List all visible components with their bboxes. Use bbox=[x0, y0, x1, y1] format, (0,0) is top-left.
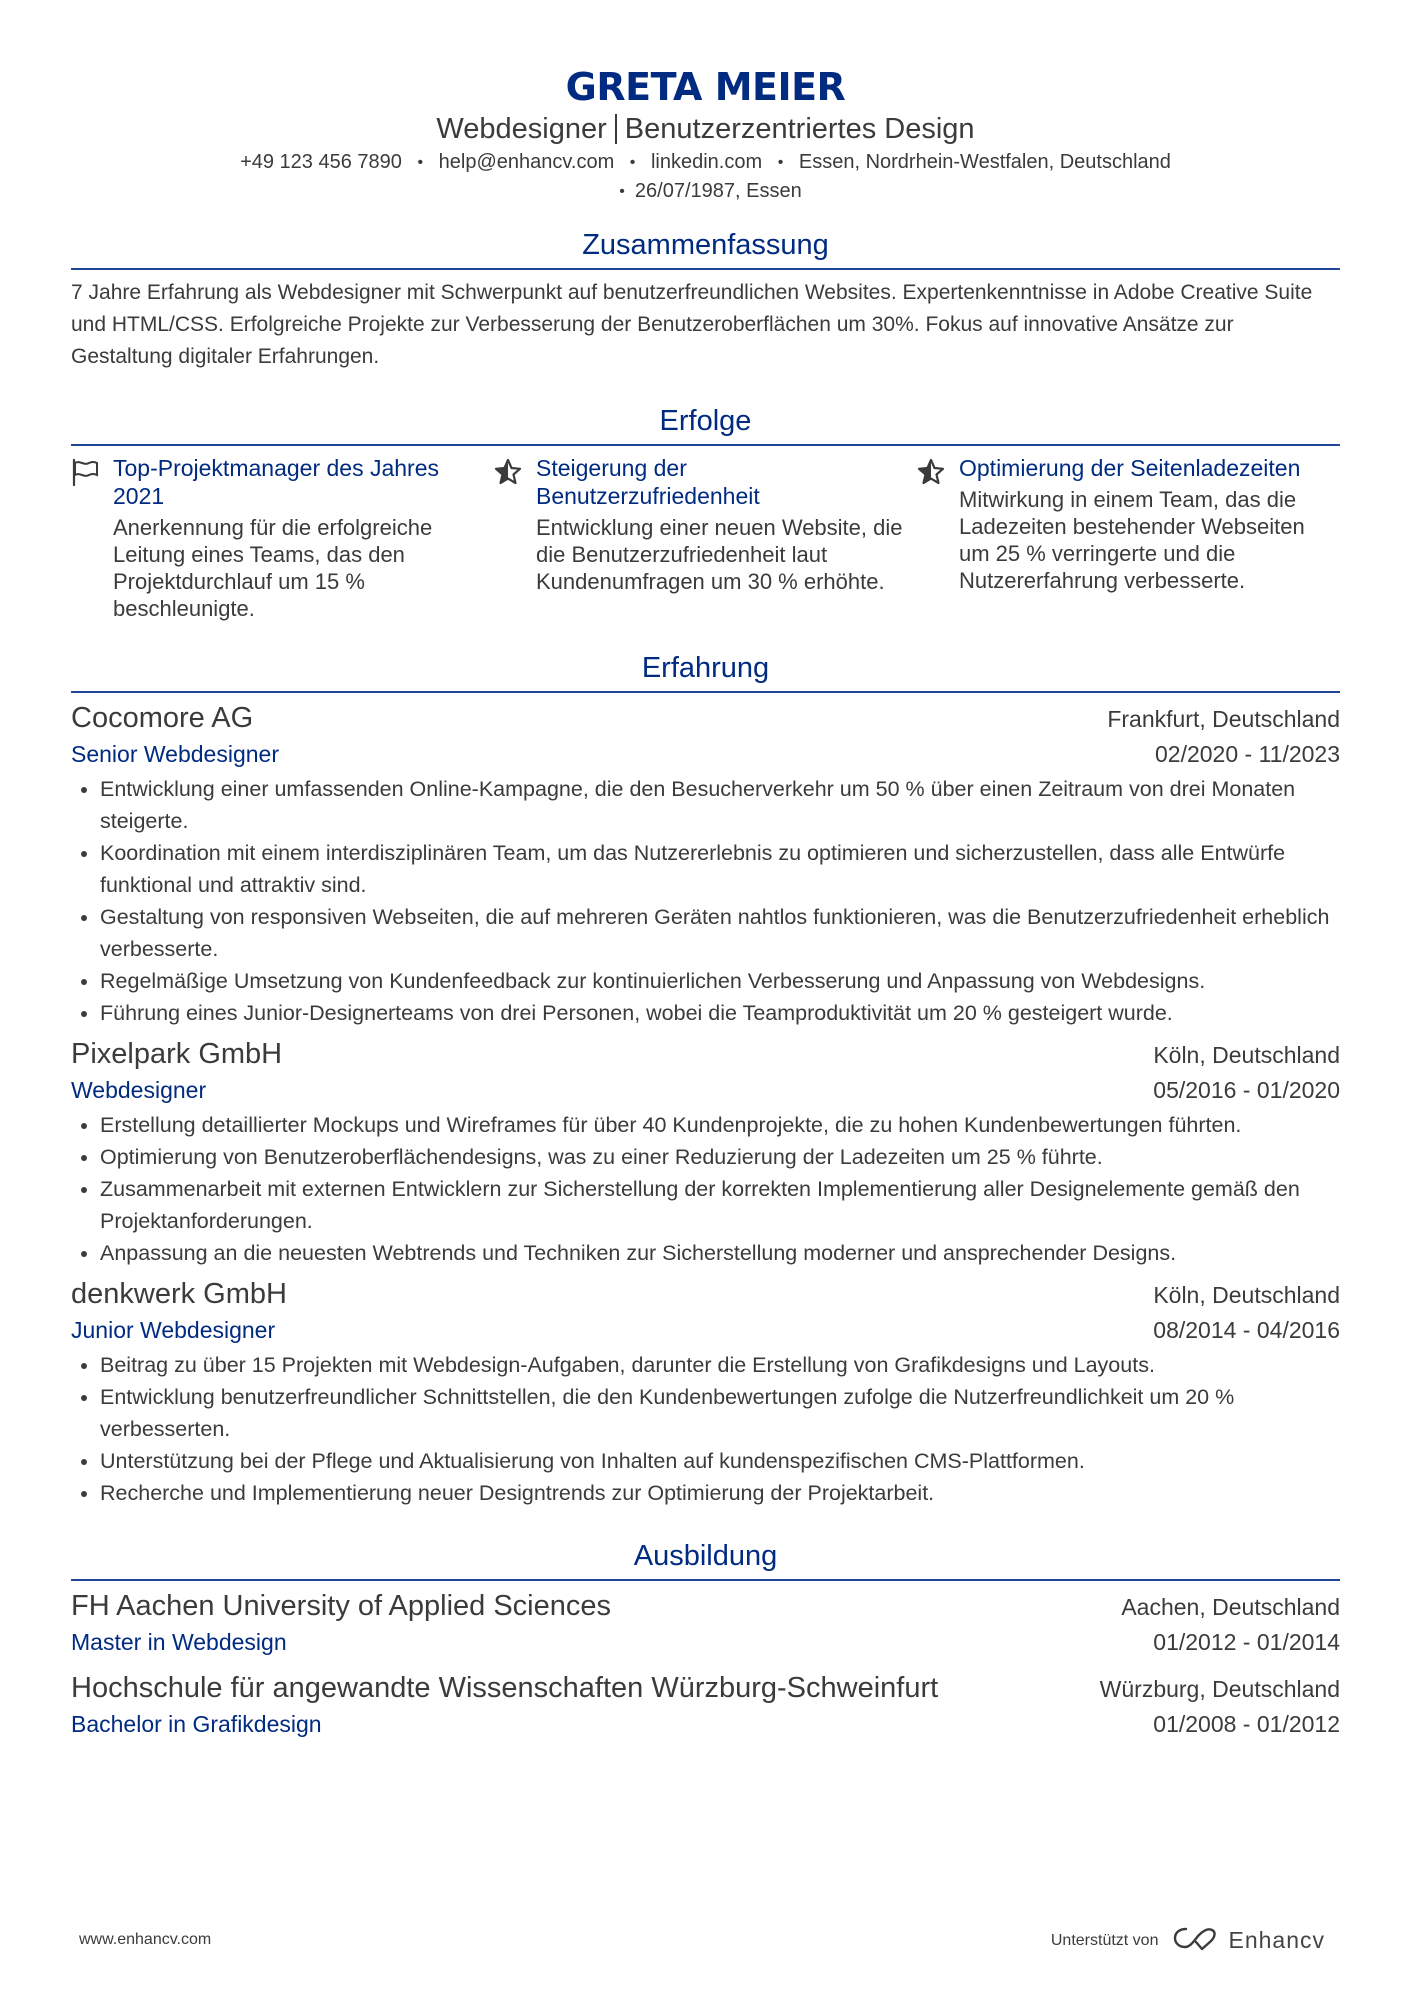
education-entry bbox=[71, 1669, 1340, 1741]
headline-specialty: Benutzerzentriertes Design bbox=[624, 113, 975, 145]
section-title-education: Ausbildung bbox=[633, 1540, 778, 1572]
school-name: Hochschule für angewandte Wissenschaften Würzburg-Schweinfurt bbox=[71, 1672, 939, 1704]
job-dates: 05/2016 - 01/2020 bbox=[1153, 1077, 1340, 1103]
candidate-name: GRETA MEIER bbox=[565, 65, 846, 109]
job-location: Frankfurt, Deutschland bbox=[1107, 706, 1340, 732]
job-bullet: Optimierung von Benutzeroberflächendesigns, was zu einer Reduzierung der Ladezeiten um 25 % führte. bbox=[71, 1141, 1340, 1173]
job-location: Köln, Deutschland bbox=[1153, 1042, 1340, 1068]
section-divider bbox=[71, 268, 1340, 270]
achievement-title: Optimierung der Seitenladezeiten bbox=[959, 455, 1301, 481]
achievement-item bbox=[71, 454, 494, 622]
achievement-item bbox=[494, 454, 917, 622]
bullet-separator: • bbox=[417, 154, 424, 171]
job-bullet: Beitrag zu über 15 Projekten mit Webdesign-Aufgaben, darunter die Erstellung von Grafikdesigns und Layouts. bbox=[71, 1349, 1340, 1381]
achievement-description: Mitwirkung in einem Team, das die Ladezeiten bestehender Webseiten um 25 % verringerte und die Nutzererfahrung verbesserte. bbox=[959, 487, 1305, 593]
job-bullet: Gestaltung von responsiven Webseiten, die auf mehreren Geräten nahtlos funktionieren, was die Benutzerzufriedenheit erheblich verbesserte. bbox=[71, 901, 1340, 965]
bullet-separator: • bbox=[629, 154, 636, 171]
contact-phone: +49 123 456 7890 bbox=[240, 151, 402, 173]
job-role: Junior Webdesigner bbox=[71, 1317, 276, 1343]
summary-section bbox=[71, 226, 1340, 373]
section-divider bbox=[71, 691, 1340, 693]
headline-title: Webdesigner bbox=[436, 113, 607, 145]
footer-website[interactable]: www.enhancv.com bbox=[79, 1931, 212, 1948]
enhancv-brand: Enhancv bbox=[1228, 1927, 1325, 1953]
summary-text: 7 Jahre Erfahrung als Webdesigner mit Schwerpunkt auf benutzerfreundlichen Websites. Expertenkenntnisse in Adobe Creative Suite und HTML/CSS. Erfolgreiche Projekte zur Verbesserung der Benutzeroberflächen um 30%. Fokus auf innovative Ansätze zur Gestaltung digitaler Erfahrungen. bbox=[71, 281, 1313, 368]
school-location: Aachen, Deutschland bbox=[1121, 1594, 1340, 1620]
company-name: Cocomore AG bbox=[71, 702, 254, 734]
school-location: Würzburg, Deutschland bbox=[1099, 1676, 1340, 1702]
contact-linkedin[interactable]: linkedin.com bbox=[650, 151, 763, 173]
company-name: denkwerk GmbH bbox=[71, 1278, 287, 1310]
achievement-description: Anerkennung für die erfolgreiche Leitung eines Teams, das den Projektdurchlauf um 15 % beschleunigte. bbox=[113, 515, 433, 621]
star-half-icon bbox=[917, 454, 959, 622]
headline-divider bbox=[615, 114, 617, 144]
section-title-achievements: Erfolge bbox=[659, 405, 752, 437]
experience-entry bbox=[71, 1035, 1340, 1269]
contact-email[interactable]: help@enhancv.com bbox=[438, 151, 615, 173]
job-bullet: Regelmäßige Umsetzung von Kundenfeedback zur kontinuierlichen Verbesserung und Anpassung von Webdesigns. bbox=[71, 965, 1340, 997]
job-bullets bbox=[71, 1349, 1340, 1509]
education-dates: 01/2012 - 01/2014 bbox=[1153, 1629, 1340, 1655]
achievement-title: Steigerung der Benutzerzufriedenheit bbox=[536, 455, 760, 509]
section-title-summary: Zusammenfassung bbox=[582, 229, 829, 261]
degree: Bachelor in Grafikdesign bbox=[71, 1711, 322, 1737]
achievements-list bbox=[71, 454, 1340, 622]
job-bullet: Führung eines Junior-Designerteams von drei Personen, wobei die Teamproduktivität um 20 % gesteigert wurde. bbox=[71, 997, 1340, 1029]
experience-section bbox=[71, 649, 1340, 1509]
education-section bbox=[71, 1537, 1340, 1741]
job-bullet: Entwicklung einer umfassenden Online-Kampagne, die den Besucherverkehr um 50 % über einen Zeitraum von drei Monaten steigerte. bbox=[71, 773, 1340, 837]
section-divider bbox=[71, 444, 1340, 446]
job-bullets bbox=[71, 1109, 1340, 1269]
job-bullet: Anpassung an die neuesten Webtrends und Techniken zur Sicherstellung moderner und ansprechender Designs. bbox=[71, 1237, 1340, 1269]
contact-line bbox=[71, 148, 1340, 177]
achievement-title: Top-Projektmanager des Jahres 2021 bbox=[113, 455, 439, 509]
job-bullet: Erstellung detaillierter Mockups und Wireframes für über 40 Kundenprojekte, die zu hohen Kundenbewertungen führten. bbox=[71, 1109, 1340, 1141]
job-bullet: Zusammenarbeit mit externen Entwicklern zur Sicherstellung der korrekten Implementierung aller Designelemente gemäß den Projektanforderungen. bbox=[71, 1173, 1340, 1237]
resume-page bbox=[71, 0, 1340, 1741]
education-dates: 01/2008 - 01/2012 bbox=[1153, 1711, 1340, 1737]
degree: Master in Webdesign bbox=[71, 1629, 287, 1655]
resume-header bbox=[71, 0, 1340, 206]
experience-entry bbox=[71, 699, 1340, 1029]
job-role: Webdesigner bbox=[71, 1077, 207, 1103]
contact-location: Essen, Nordrhein-Westfalen, Deutschland bbox=[798, 151, 1171, 173]
headline bbox=[71, 110, 1340, 148]
job-bullet: Koordination mit einem interdisziplinären Team, um das Nutzererlebnis zu optimieren und sicherzustellen, dass alle Entwürfe funktional und attraktiv sind. bbox=[71, 837, 1340, 901]
bullet-separator: • bbox=[777, 154, 784, 171]
job-bullet: Entwicklung benutzerfreundlicher Schnittstellen, die den Kundenbewertungen zufolge die Nutzerfreundlichkeit um 20 % verbesserten. bbox=[71, 1381, 1340, 1445]
education-entry bbox=[71, 1587, 1340, 1659]
section-divider bbox=[71, 1579, 1340, 1581]
section-title-experience: Erfahrung bbox=[641, 652, 770, 684]
achievement-description: Entwicklung einer neuen Website, die die Benutzerzufriedenheit laut Kundenumfragen um 30 % erhöhte. bbox=[536, 515, 903, 594]
flag-icon bbox=[71, 454, 113, 622]
bullet-separator: • bbox=[619, 183, 625, 200]
job-location: Köln, Deutschland bbox=[1153, 1282, 1340, 1308]
job-dates: 02/2020 - 11/2023 bbox=[1154, 741, 1340, 767]
school-name: FH Aachen University of Applied Sciences bbox=[71, 1590, 611, 1622]
job-dates: 08/2014 - 04/2016 bbox=[1153, 1317, 1340, 1343]
star-half-icon bbox=[494, 454, 536, 622]
contact-birth: 26/07/1987, Essen bbox=[634, 180, 802, 202]
job-bullets bbox=[71, 773, 1340, 1029]
contact-line-2 bbox=[71, 177, 1340, 206]
job-bullet: Unterstützung bei der Pflege und Aktualisierung von Inhalten auf kundenspezifischen CMS-Plattformen. bbox=[71, 1445, 1340, 1477]
powered-by-label: Unterstützt von bbox=[1050, 1931, 1159, 1949]
job-role: Senior Webdesigner bbox=[71, 741, 279, 767]
company-name: Pixelpark GmbH bbox=[71, 1038, 283, 1070]
achievements-section bbox=[71, 402, 1340, 622]
achievement-item bbox=[917, 454, 1340, 622]
job-bullet: Recherche und Implementierung neuer Designtrends zur Optimierung der Projektarbeit. bbox=[71, 1477, 1340, 1509]
footer-branding bbox=[1051, 1925, 1325, 1956]
experience-entry bbox=[71, 1275, 1340, 1509]
enhancv-logo-icon bbox=[1172, 1925, 1218, 1956]
